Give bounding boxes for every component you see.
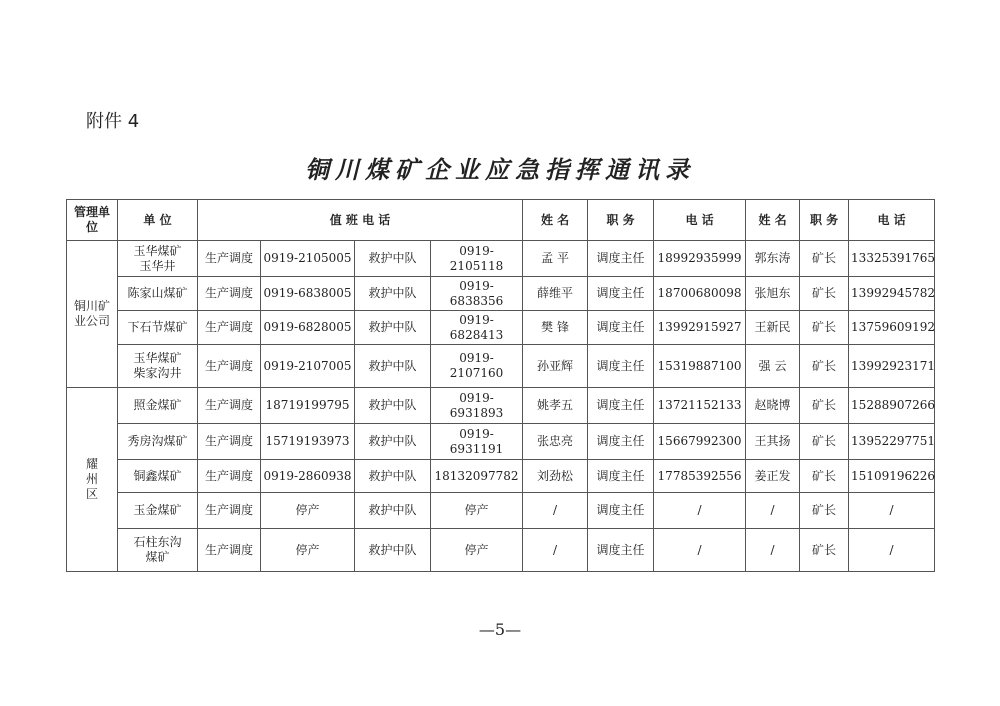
table-row — [67, 529, 935, 572]
rescue-phone-cell: 0919-6931191 — [431, 424, 523, 460]
post2-cell: 矿长 — [800, 493, 849, 529]
rescue-label-cell: 救护中队 — [355, 388, 431, 424]
name2-cell: 强 云 — [746, 345, 800, 388]
phone1-cell: 15319887100 — [654, 345, 746, 388]
name2-cell: 王新民 — [746, 311, 800, 345]
dispatch-label-cell: 生产调度 — [198, 277, 261, 311]
post2-cell: 矿长 — [800, 460, 849, 493]
post2-cell: 矿长 — [800, 311, 849, 345]
post1-cell: 调度主任 — [588, 277, 654, 311]
attachment-label: 附件 4 — [86, 111, 140, 132]
rescue-phone-cell: 0919-2107160 — [431, 345, 523, 388]
phone2-cell: / — [849, 493, 935, 529]
unit-cell: 下石节煤矿 — [118, 311, 198, 345]
post2-cell: 矿长 — [800, 277, 849, 311]
post1-cell: 调度主任 — [588, 493, 654, 529]
dispatch-label-cell: 生产调度 — [198, 241, 261, 277]
post1-cell: 调度主任 — [588, 311, 654, 345]
rescue-phone-cell: 0919-6931893 — [431, 388, 523, 424]
rescue-phone-cell: 0919-6838356 — [431, 277, 523, 311]
phone2-cell: 15109196226 — [849, 460, 935, 493]
dispatch-phone-cell: 停产 — [261, 493, 355, 529]
name2-cell: 赵晓博 — [746, 388, 800, 424]
unit-cell: 玉华煤矿柴家沟井 — [118, 345, 198, 388]
dispatch-phone-cell: 0919-6838005 — [261, 277, 355, 311]
name2-cell: 王其扬 — [746, 424, 800, 460]
unit-cell: 照金煤矿 — [118, 388, 198, 424]
name1-cell: 姚孝五 — [523, 388, 588, 424]
rescue-phone-cell: 0919-6828413 — [431, 311, 523, 345]
dispatch-label-cell: 生产调度 — [198, 345, 261, 388]
post1-cell: 调度主任 — [588, 388, 654, 424]
post1-cell: 调度主任 — [588, 424, 654, 460]
rescue-label-cell: 救护中队 — [355, 529, 431, 572]
group-cell: 铜川矿业公司 — [67, 241, 118, 388]
header-name-1: 姓 名 — [523, 200, 588, 241]
group-cell: 耀州区 — [67, 388, 118, 572]
post2-cell: 矿长 — [800, 388, 849, 424]
rescue-phone-cell: 停产 — [431, 529, 523, 572]
rescue-phone-cell: 0919-2105118 — [431, 241, 523, 277]
name1-cell: 孟 平 — [523, 241, 588, 277]
header-post-1: 职 务 — [588, 200, 654, 241]
phone1-cell: 13992915927 — [654, 311, 746, 345]
header-name-2: 姓 名 — [746, 200, 800, 241]
name1-cell: 张忠亮 — [523, 424, 588, 460]
post2-cell: 矿长 — [800, 241, 849, 277]
document-title: 铜川煤矿企业应急指挥通讯录 — [305, 155, 695, 184]
header-unit: 单 位 — [118, 200, 198, 241]
dispatch-phone-cell: 0919-2860938 — [261, 460, 355, 493]
phone2-cell: / — [849, 529, 935, 572]
name2-cell: 姜正发 — [746, 460, 800, 493]
dispatch-phone-cell: 18719199795 — [261, 388, 355, 424]
dispatch-phone-cell: 0919-6828005 — [261, 311, 355, 345]
rescue-phone-cell: 18132097782 — [431, 460, 523, 493]
phone1-cell: 15667992300 — [654, 424, 746, 460]
name1-cell: 樊 锋 — [523, 311, 588, 345]
header-mgmt: 管理单位 — [67, 200, 118, 241]
dispatch-label-cell: 生产调度 — [198, 529, 261, 572]
unit-cell: 秀房沟煤矿 — [118, 424, 198, 460]
rescue-label-cell: 救护中队 — [355, 345, 431, 388]
dispatch-label-cell: 生产调度 — [198, 460, 261, 493]
phone1-cell: / — [654, 529, 746, 572]
post1-cell: 调度主任 — [588, 241, 654, 277]
phone1-cell: 18700680098 — [654, 277, 746, 311]
rescue-phone-cell: 停产 — [431, 493, 523, 529]
unit-cell: 玉金煤矿 — [118, 493, 198, 529]
page-number: —5— — [478, 620, 522, 639]
header-duty-phone: 值 班 电 话 — [198, 200, 523, 241]
rescue-label-cell: 救护中队 — [355, 311, 431, 345]
dispatch-phone-cell: 15719193973 — [261, 424, 355, 460]
name2-cell: / — [746, 529, 800, 572]
post1-cell: 调度主任 — [588, 529, 654, 572]
phone1-cell: 17785392556 — [654, 460, 746, 493]
dispatch-phone-cell: 停产 — [261, 529, 355, 572]
post1-cell: 调度主任 — [588, 345, 654, 388]
phone1-cell: / — [654, 493, 746, 529]
header-post-2: 职 务 — [800, 200, 849, 241]
header-phone-2: 电 话 — [849, 200, 935, 241]
dispatch-label-cell: 生产调度 — [198, 424, 261, 460]
table-row — [67, 241, 935, 277]
dispatch-phone-cell: 0919-2107005 — [261, 345, 355, 388]
phone2-cell: 13992923171 — [849, 345, 935, 388]
phone2-cell: 13992945782 — [849, 277, 935, 311]
phone2-cell: 13759609192 — [849, 311, 935, 345]
rescue-label-cell: 救护中队 — [355, 241, 431, 277]
table-row — [67, 277, 935, 311]
rescue-label-cell: 救护中队 — [355, 460, 431, 493]
name2-cell: / — [746, 493, 800, 529]
name2-cell: 郭东涛 — [746, 241, 800, 277]
name1-cell: / — [523, 493, 588, 529]
post2-cell: 矿长 — [800, 529, 849, 572]
table-row — [67, 388, 935, 424]
table-row — [67, 460, 935, 493]
phone1-cell: 18992935999 — [654, 241, 746, 277]
dispatch-phone-cell: 0919-2105005 — [261, 241, 355, 277]
unit-cell: 铜鑫煤矿 — [118, 460, 198, 493]
table-row — [67, 345, 935, 388]
dispatch-label-cell: 生产调度 — [198, 493, 261, 529]
table-row — [67, 493, 935, 529]
post2-cell: 矿长 — [800, 345, 849, 388]
post1-cell: 调度主任 — [588, 460, 654, 493]
phone2-cell: 13952297751 — [849, 424, 935, 460]
post2-cell: 矿长 — [800, 424, 849, 460]
header-phone-1: 电 话 — [654, 200, 746, 241]
dispatch-label-cell: 生产调度 — [198, 311, 261, 345]
name1-cell: 薛维平 — [523, 277, 588, 311]
name1-cell: 刘劲松 — [523, 460, 588, 493]
phone2-cell: 15288907266 — [849, 388, 935, 424]
phone2-cell: 13325391765 — [849, 241, 935, 277]
name1-cell: / — [523, 529, 588, 572]
name2-cell: 张旭东 — [746, 277, 800, 311]
rescue-label-cell: 救护中队 — [355, 277, 431, 311]
table-row — [67, 311, 935, 345]
unit-cell: 玉华煤矿玉华井 — [118, 241, 198, 277]
name1-cell: 孙亚辉 — [523, 345, 588, 388]
dispatch-label-cell: 生产调度 — [198, 388, 261, 424]
phone1-cell: 13721152133 — [654, 388, 746, 424]
unit-cell: 石柱东沟煤矿 — [118, 529, 198, 572]
table-row — [67, 424, 935, 460]
header-row — [67, 200, 935, 241]
unit-cell: 陈家山煤矿 — [118, 277, 198, 311]
rescue-label-cell: 救护中队 — [355, 424, 431, 460]
rescue-label-cell: 救护中队 — [355, 493, 431, 529]
contact-table — [66, 199, 935, 572]
